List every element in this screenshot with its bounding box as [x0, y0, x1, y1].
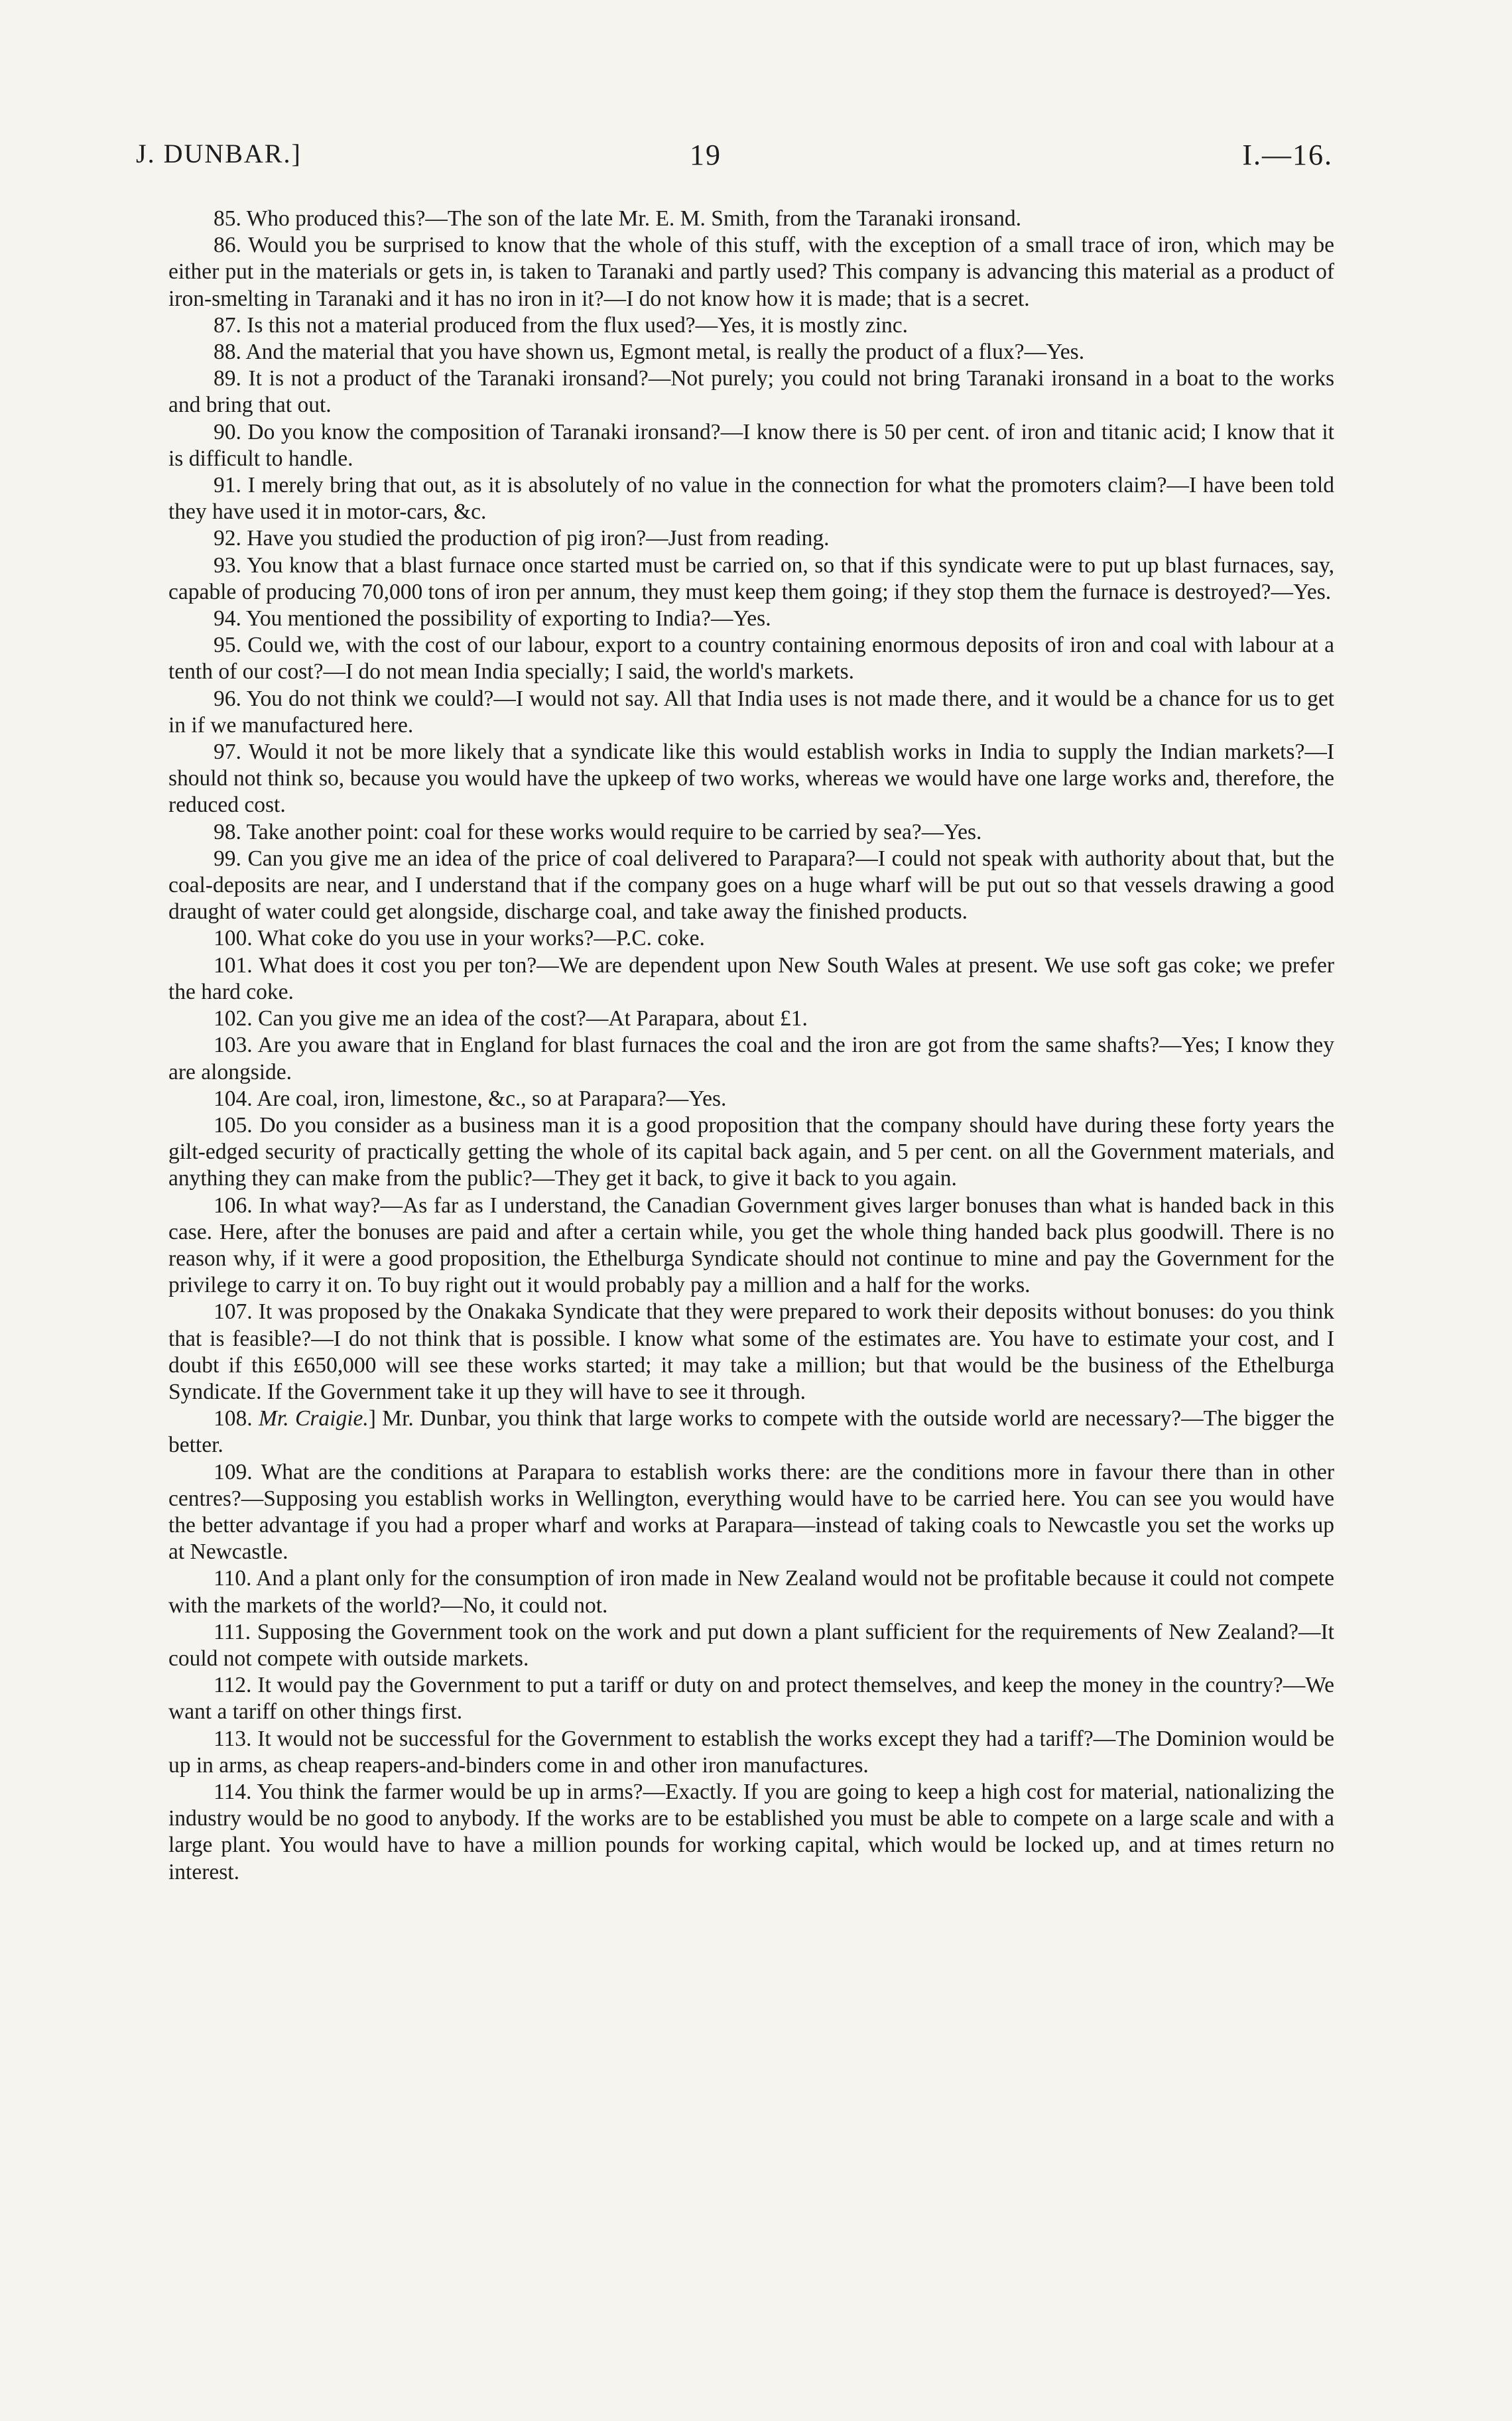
paper-reference: I.—16. [1242, 139, 1333, 171]
question-100: 100. What coke do you use in your works?—P.C. coke. [214, 926, 705, 951]
question-103: 103. Are you aware that in England for blast furnaces the coal and the iron are got from the same shafts?—Yes; I know they are alongside. [168, 1033, 1334, 1084]
question-112: 112. It would pay the Government to put a tariff or duty on and protect themselves, and keep the money in the country?—We want a tariff on other things first. [168, 1673, 1334, 1725]
question-89: 89. It is not a product of the Taranaki ironsand?—Not purely; you could not bring Taranaki ironsand in a boat to the works and bring that out. [168, 366, 1334, 418]
running-head-witness: J. DUNBAR.] [136, 139, 302, 168]
question-86: 86. Would you be surprised to know that the whole of this stuff, with the exception of a small trace of iron, which may be either put in the materials or gets in, is taken to Taranaki and partly used? This company is advancing this material as a product of iron-smelting in Taranaki and it has no iron in it?—I do not know how it is made; that is a secret. [168, 233, 1334, 311]
question-113: 113. It would not be successful for the Government to establish the works except they had a tariff?—The Dominion would be up in arms, as cheap reapers-and-binders come in and other iron manufactures. [168, 1726, 1334, 1778]
question-91: 91. I merely bring that out, as it is absolutely of no value in the connection for what the promoters claim?—I have been told they have used it in motor-cars, &c. [168, 473, 1334, 525]
question-102: 102. Can you give me an idea of the cost?—At Parapara, about £1. [214, 1006, 808, 1031]
question-110: 110. And a plant only for the consumption of iron made in New Zealand would not be profitable because it could not compete with the markets of the world?—No, it could not. [168, 1566, 1334, 1618]
question-87: 87. Is this not a material produced from the flux used?—Yes, it is mostly zinc. [214, 312, 909, 338]
page-number: 19 [690, 139, 722, 171]
question-114: 114. You think the farmer would be up in arms?—Exactly. If you are going to keep a high cost for material, nationalizing the industry would be no good to anybody. If the works are to be established you must be able to compete on a large scale and with a large plant. You would have to have a million pounds for working capital, which would be locked up, and at times return no interest. [168, 1779, 1334, 1884]
question-104: 104. Are coal, iron, limestone, &c., so at Parapara?—Yes. [214, 1086, 727, 1111]
question-111: 111. Supposing the Government took on the work and put down a plant sufficient for the requirements of New Zealand?—It could not compete with outside markets. [168, 1619, 1334, 1671]
question-106: 106. In what way?—As far as I understand, the Canadian Government gives larger bonuses than what is handed back in this case. Here, after the bonuses are paid and after a certain while, you get the whole thing handed back plus goodwill. There is no reason why, if it were a good proposition, the Ethelburga Syndicate should not continue to mine and pay the Government for the privilege to carry it on. To buy right out it would probably pay a million and a half for the works. [168, 1193, 1334, 1298]
question-88: 88. And the material that you have shown us, Egmont metal, is really the product of a flux?—Yes. [214, 340, 1085, 365]
question-101: 101. What does it cost you per ton?—We are dependent upon New South Wales at present. We use soft gas coke; we prefer the hard coke. [168, 952, 1334, 1004]
question-109: 109. What are the conditions at Parapara to establish works there: are the conditions more in favour there than in other centres?—Supposing you establish works in Wellington, everything would have to be carried here. You can see you would have the better advantage if you had a proper wharf and works at Parapara—instead of taking coals to Newcastle you set the works up at Newcastle. [168, 1459, 1334, 1565]
question-93: 93. You know that a blast furnace once started must be carried on, so that if this syndicate were to put up blast furnaces, say, capable of producing 70,000 tons of iron per annum, they must keep them going; if they stop them the furnace is destroyed?—Yes. [168, 553, 1334, 604]
question-number: 108. [214, 1406, 259, 1431]
question-95: 95. Could we, with the cost of our labour, export to a country containing enormous deposits of iron and coal with labour at a tenth of our cost?—I do not mean India specially; I said, the world's markets. [168, 633, 1334, 685]
question-92: 92. Have you studied the production of pig iron?—Just from reading. [214, 526, 830, 551]
speaker-name: Mr. Craigie. [259, 1406, 369, 1431]
testimony-body [168, 206, 1334, 1886]
question-105: 105. Do you consider as a business man it is a good proposition that the company should have during these forty years the gilt-edged security of practically getting the whole of its capital back again, and 5 per cent. on all the Government materials, and anything they can make from the public?—They get it back, to give it back to you again. [168, 1112, 1334, 1191]
question-97: 97. Would it not be more likely that a syndicate like this would establish works in India to supply the Indian markets?—I should not think so, because you would have the upkeep of two works, whereas we would have one large works and, therefore, the reduced cost. [168, 740, 1334, 818]
question-107: 107. It was proposed by the Onakaka Syndicate that they were prepared to work their deposits without bonuses: do you think that is feasible?—I do not think that is possible. I know what some of the estimates are. You have to estimate your cost, and I doubt if this £650,000 will see these works started; it may take a million; but that would be the business of the Ethelburga Syndicate. If the Government take it up they will have to see it through. [168, 1299, 1334, 1404]
question-85: 85. Who produced this?—The son of the late Mr. E. M. Smith, from the Taranaki ironsand. [214, 206, 1022, 231]
question-96: 96. You do not think we could?—I would not say. All that India uses is not made there, and it would be a chance for us to get in if we manufactured here. [168, 686, 1334, 738]
question-94: 94. You mentioned the possibility of exporting to India?—Yes. [214, 606, 771, 631]
question-90: 90. Do you know the composition of Taranaki ironsand?—I know there is 50 per cent. of iron and titanic acid; I know that it is difficult to handle. [168, 419, 1334, 471]
question-98: 98. Take another point: coal for these works would require to be carried by sea?—Yes. [214, 819, 982, 844]
question-108 [168, 1406, 1334, 1459]
question-99: 99. Can you give me an idea of the price of coal delivered to Parapara?—I could not speak with authority about that, but the coal-deposits are near, and I understand that if the company goes on a huge wharf will be put out so that vessels drawing a good draught of water could get alongside, discharge coal, and take away the finished products. [168, 846, 1334, 925]
question-text: ] Mr. Dunbar, you think that large works to compete with the outside world are necessary?—The bigger the better. [168, 1406, 1334, 1458]
